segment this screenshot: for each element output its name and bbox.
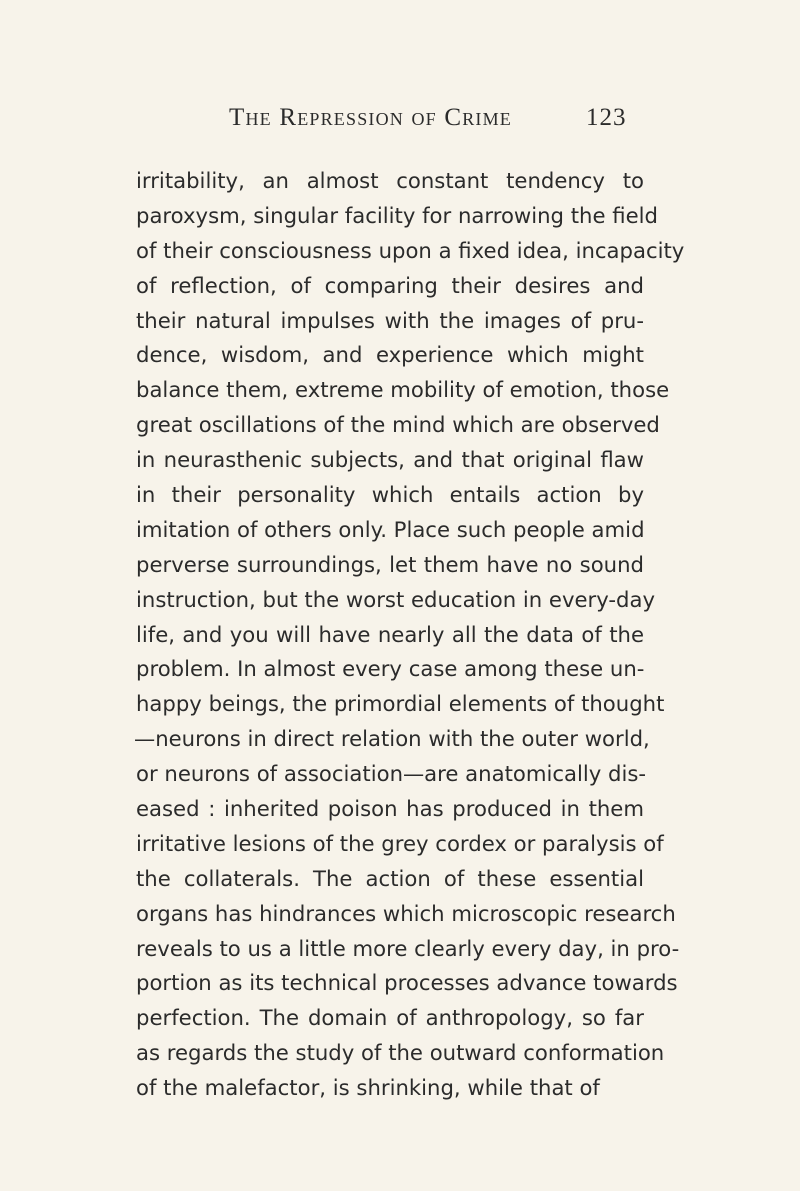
text-line: instruction, but the worst education in every-day bbox=[136, 586, 656, 612]
text-line: irritative lesions of the grey cordex or paralysis of bbox=[136, 830, 664, 856]
text-line: reveals to us a little more clearly every day, in pro- bbox=[136, 935, 680, 961]
text-line: problem. In almost every case among these un- bbox=[136, 656, 645, 682]
text-line: portion as its technical processes advance towards bbox=[136, 970, 678, 996]
text-line: perverse surroundings, let them have no sound bbox=[136, 551, 644, 577]
text-line: paroxysm, singular facility for narrowing the field bbox=[136, 202, 658, 228]
page-number: 123 bbox=[586, 104, 627, 131]
text-line: organs has hindrances which microscopic research bbox=[136, 900, 676, 926]
text-line: in neurasthenic subjects, and that original flaw bbox=[136, 447, 644, 473]
text-line: life, and you will have nearly all the data of the bbox=[136, 621, 644, 647]
text-line: their natural impulses with the images of pru- bbox=[136, 307, 644, 333]
text-line: as regards the study of the outward conformation bbox=[136, 1040, 665, 1066]
text-line: the collaterals. The action of these essential bbox=[136, 865, 644, 891]
text-line: or neurons of association—are anatomically dis- bbox=[136, 761, 647, 787]
text-line: of the malefactor, is shrinking, while that of bbox=[136, 1075, 600, 1101]
running-head: The Repression of Crime bbox=[229, 104, 512, 131]
text-line: of their consciousness upon a fixed idea, incapacity bbox=[136, 237, 685, 263]
page-header bbox=[0, 104, 800, 138]
text-line: irritability, an almost constant tendency to bbox=[136, 168, 644, 193]
text-line: imitation of others only. Place such people amid bbox=[136, 516, 645, 542]
text-line: great oscillations of the mind which are observed bbox=[136, 412, 660, 438]
body-text bbox=[134, 164, 685, 1106]
text-line: balance them, extreme mobility of emotion, those bbox=[136, 377, 670, 403]
text-line: happy beings, the primordial elements of thought bbox=[136, 691, 665, 717]
text-line: eased : inherited poison has produced in them bbox=[136, 796, 644, 822]
text-line: —neurons in direct relation with the outer world, bbox=[134, 726, 650, 752]
text-line: in their personality which entails action by bbox=[136, 482, 644, 508]
text-line: of reflection, of comparing their desires and bbox=[136, 272, 644, 298]
text-line: perfection. The domain of anthropology, so far bbox=[136, 1005, 644, 1031]
text-line: dence, wisdom, and experience which might bbox=[136, 342, 644, 368]
